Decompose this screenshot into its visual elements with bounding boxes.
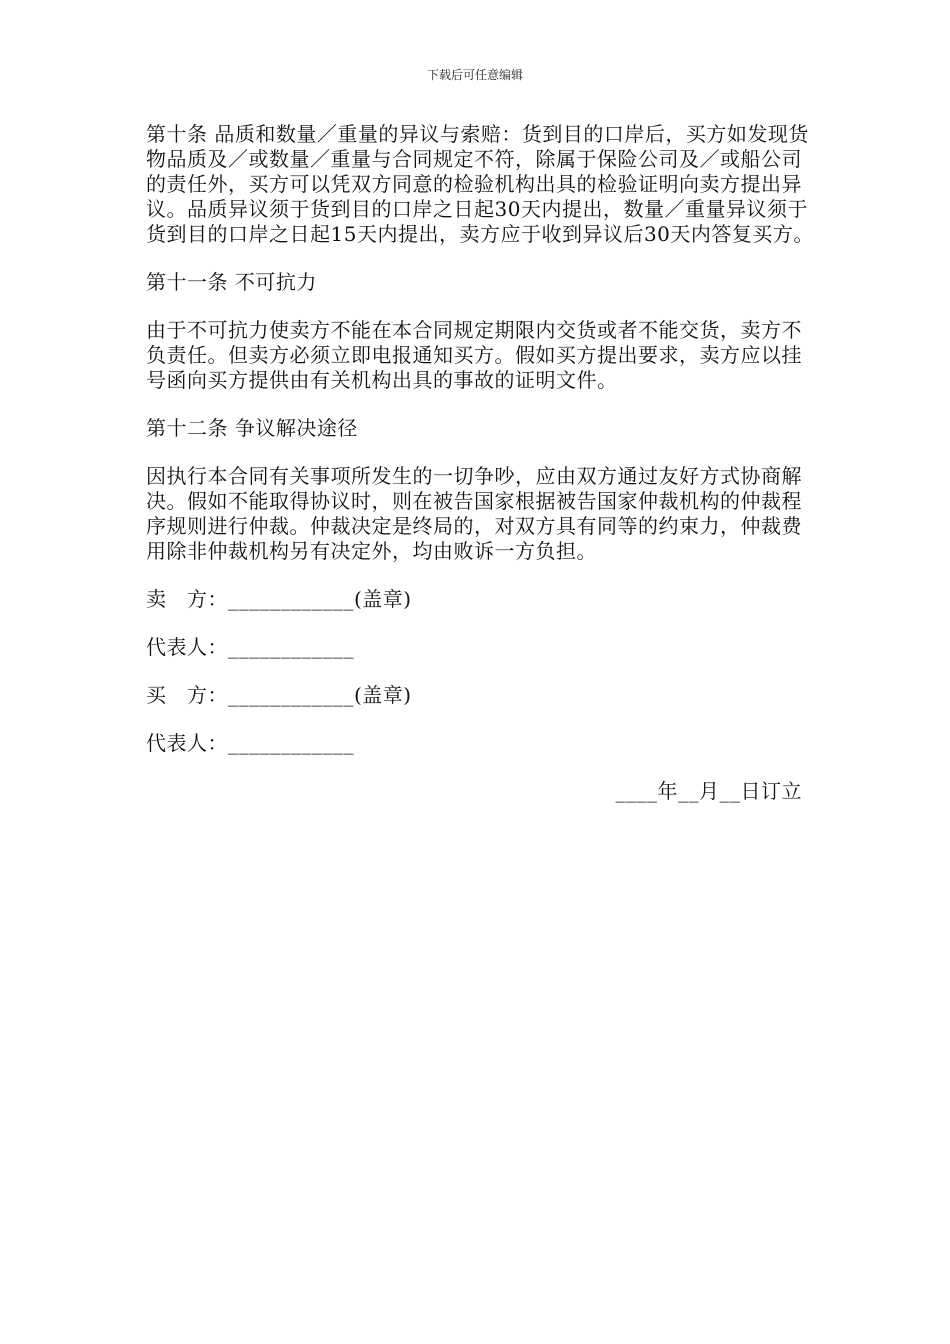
buyer-representative-line: 代表人：____________: [146, 731, 354, 755]
seller-representative-line: 代表人：____________: [146, 635, 354, 659]
article-11-text: 由于不可抗力使卖方不能在本合同规定期限内交货或者不能交货，卖方不负责任。但卖方必须立即电报通知买方。假如买方提出要求，卖方应以挂号函向买方提供由有关机构出具的事故的证明文件。: [146, 318, 802, 392]
contract-content: [146, 122, 816, 804]
article-10-text: 第十条 品质和数量／重量的异议与索赔：货到目的口岸后，买方如发现货物品质及／或数量／重量与合同规定不符，除属于保险公司及／或船公司的责任外，买方可以凭双方同意的检验机构出具的检验证明向卖方提出异议。品质异议须于货到目的口岸之日起30天内提出，数量／重量异议须于货到目的口岸之日起15天内提出，卖方应于收到异议后30天内答复买方。: [146, 122, 814, 246]
article-11-title: 第十一条 不可抗力: [146, 270, 317, 294]
article-12-text: 因执行本合同有关事项所发生的一切争吵，应由双方通过友好方式协商解决。假如不能取得协议时，则在被告国家根据被告国家仲裁机构的仲裁程序规则进行仲裁。仲裁决定是终局的，对双方具有同等的约束力，仲裁费用除非仲裁机构另有决定外，均由败诉一方负担。: [146, 464, 802, 563]
signing-date-line: ____年__月__日订立: [615, 779, 802, 803]
header-note: 下载后可任意编辑: [426, 68, 523, 82]
buyer-signature-line: 买 方：____________(盖章): [146, 683, 412, 707]
article-12-title: 第十二条 争议解决途径: [146, 416, 358, 440]
seller-signature-line: 卖 方：____________(盖章): [146, 587, 412, 611]
